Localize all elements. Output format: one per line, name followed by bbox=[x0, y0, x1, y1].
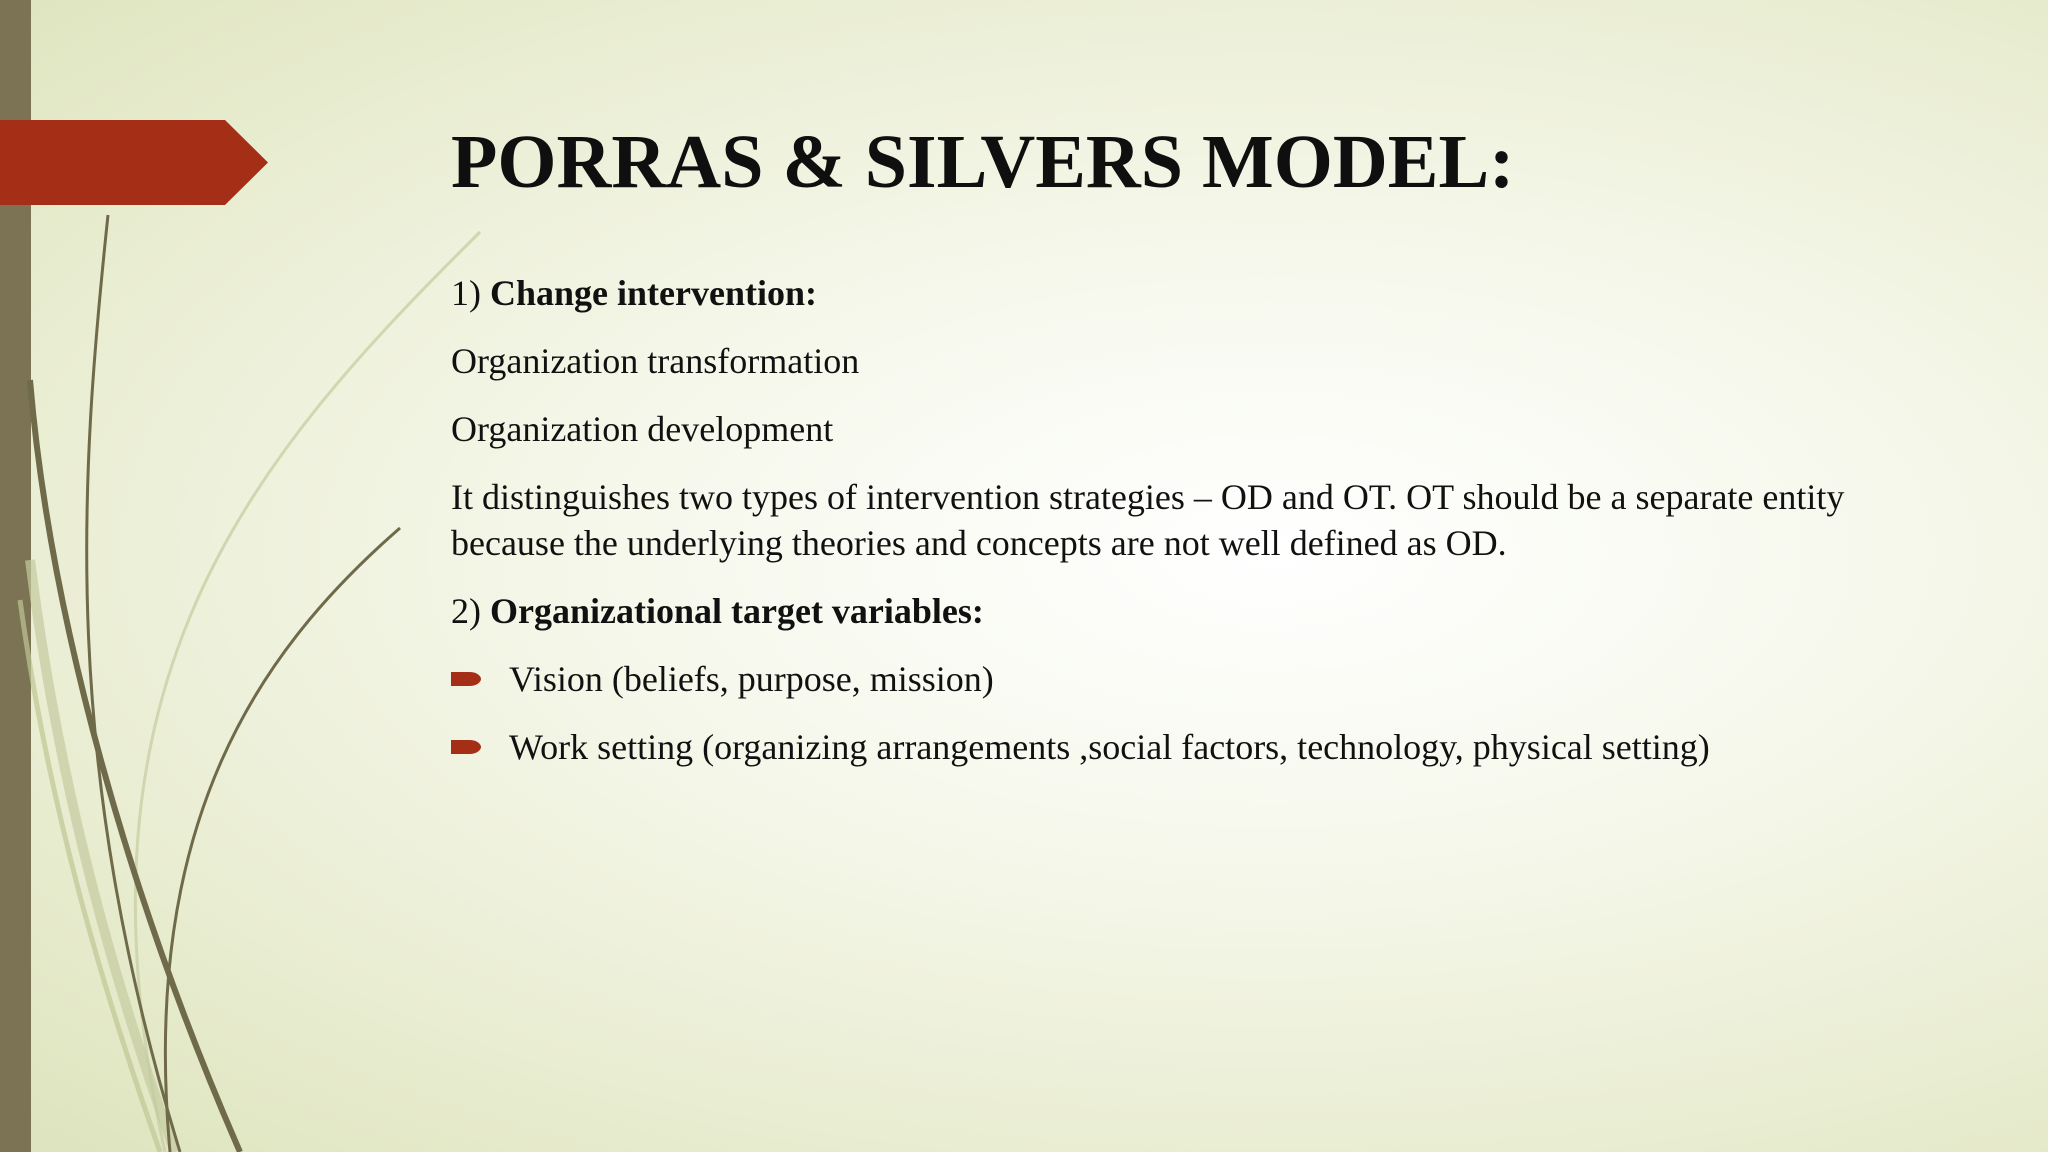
slide-title: PORRAS & SILVERS MODEL: bbox=[451, 120, 1515, 204]
arrow-bullet-icon bbox=[451, 737, 481, 757]
bullet-item-vision bbox=[451, 656, 1861, 702]
section-heading-change-intervention bbox=[451, 270, 1861, 316]
section-heading-target-variables bbox=[451, 588, 1861, 634]
bullet-item-work-setting bbox=[451, 724, 1861, 770]
bullet-text: Vision (beliefs, purpose, mission) bbox=[509, 659, 994, 699]
text-organization-transformation: Organization transformation bbox=[451, 341, 860, 381]
section-heading-text: Change intervention: bbox=[490, 273, 817, 313]
section-number: 1) bbox=[451, 273, 481, 313]
section-number: 2) bbox=[451, 591, 481, 631]
arrow-bullet-icon bbox=[451, 669, 481, 689]
bullet-text: Work setting (organizing arrangements ,social factors, technology, physical setting) bbox=[509, 727, 1710, 767]
slide-body bbox=[451, 270, 1861, 792]
section-heading-text: Organizational target variables: bbox=[490, 591, 984, 631]
description-paragraph: It distinguishes two types of intervention strategies – OD and OT. OT should be a separate entity because the underlying theories and concepts are not well defined as OD. bbox=[451, 477, 1845, 563]
title-arrow-shape bbox=[0, 120, 268, 205]
text-organization-development: Organization development bbox=[451, 409, 834, 449]
